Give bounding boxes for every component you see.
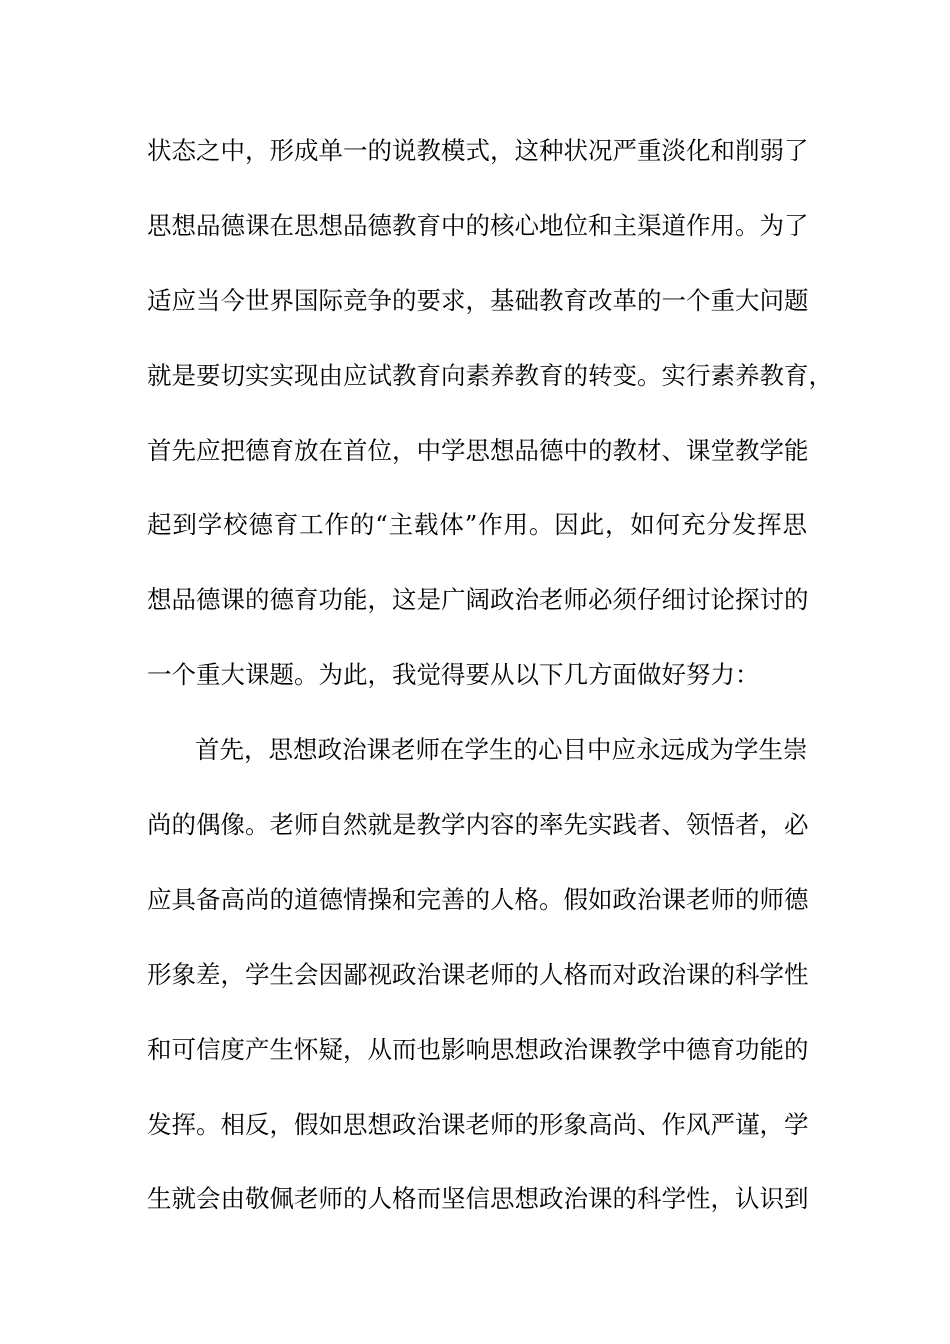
text-line: 适应当今世界国际竞争的要求，基础教育改革的一个重大问题	[147, 286, 809, 315]
text-line: 发挥。相反，假如思想政治课老师的形象高尚、作风严谨，学	[147, 1110, 809, 1139]
text-line: 状态之中，形成单一的说教模式，这种状况严重淡化和削弱了	[147, 136, 809, 165]
text-line: 和可信度产生怀疑，从而也影响思想政治课教学中德育功能的	[147, 1035, 809, 1064]
paragraph-first-line: 首先，思想政治课老师在学生的心目中应永远成为学生崇	[195, 735, 808, 764]
text-line: 起到学校德育工作的“主载体”作用。因此，如何充分发挥思	[147, 510, 807, 539]
text-line: 尚的偶像。老师自然就是教学内容的率先实践者、领悟者，必	[147, 810, 809, 839]
text-line: 思想品德课在思想品德教育中的核心地位和主渠道作用。为了	[147, 211, 809, 240]
text-line: 形象差，学生会因鄙视政治课老师的人格而对政治课的科学性	[147, 960, 809, 989]
text-line: 首先应把德育放在首位，中学思想品德中的教材、课堂教学能	[147, 436, 809, 465]
text-line: 就是要切实实现由应试教育向素养教育的转变。实行素养教育，	[147, 361, 833, 390]
text-line: 生就会由敬佩老师的人格而坚信思想政治课的科学性，认识到	[147, 1184, 809, 1213]
text-line: 一个重大课题。为此，我觉得要从以下几方面做好努力：	[147, 660, 760, 689]
text-line: 应具备高尚的道德情操和完善的人格。假如政治课老师的师德	[147, 885, 809, 914]
text-line: 想品德课的德育功能，这是广阔政治老师必须仔细讨论探讨的	[147, 585, 809, 614]
